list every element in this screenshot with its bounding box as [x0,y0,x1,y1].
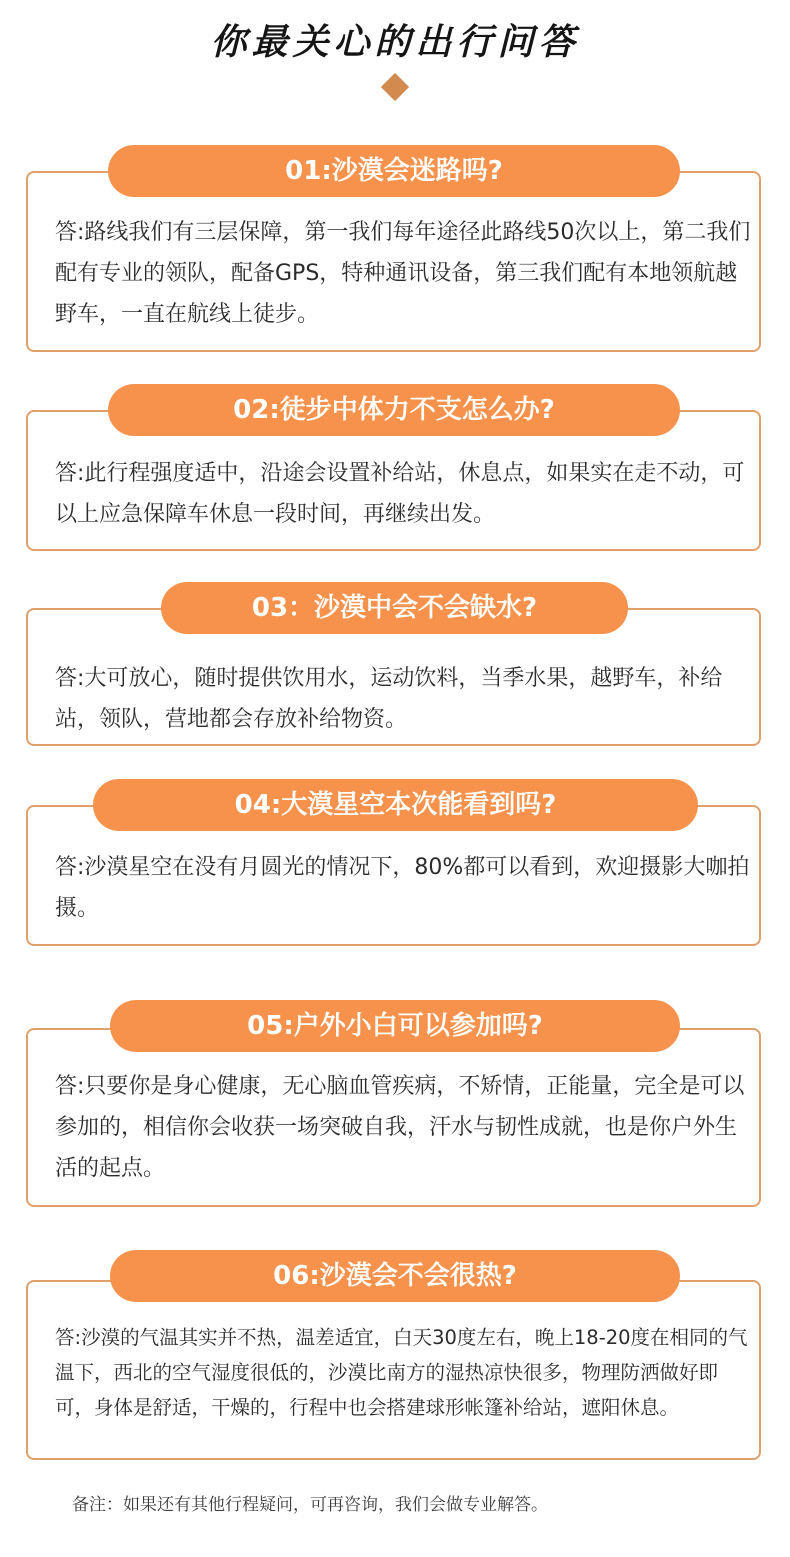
faq-question-1: 01:沙漠会迷路吗? [108,145,680,197]
faq-answer-5: 答:只要你是身心健康，无心脑血管疾病，不矫情，正能量，完全是可以参加的，相信你会收获一场突破自我，汗水与韧性成就，也是你户外生活的起点。 [55,1074,745,1181]
faq-answer-1: 答:路线我们有三层保障，第一我们每年途径此路线50次以上，第二我们配有专业的领队，配备GPS，特种通讯设备，第三我们配有本地领航越野车，一直在航线上徒步。 [55,220,751,327]
footer-note: 备注：如果还有其他行程疑问，可再咨询，我们会做专业解答。 [72,1495,548,1515]
page-title: 你最关心的出行问答 [210,22,580,63]
faq-question-5: 05:户外小白可以参加吗? [110,1000,680,1052]
faq-answer-2: 答:此行程强度适中，沿途会设置补给站，休息点，如果实在走不动，可以上应急保障车休息一段时间，再继续出发。 [55,461,745,527]
diamond-divider-icon [381,73,409,101]
faq-answer-4: 答:沙漠星空在没有月圆光的情况下，80%都可以看到，欢迎摄影大咖拍摄。 [55,855,750,921]
faq-question-6: 06:沙漠会不会很热? [110,1250,680,1302]
faq-answer-6: 答:沙漠的气温其实并不热，温差适宜，白天30度左右，晚上18-20度在相同的气温下，西北的空气湿度很低的，沙漠比南方的湿热凉快很多，物理防洒做好即可，身体是舒适，干燥的，行程中也会搭建球形帐篷补给站，遮阳休息。 [55,1326,748,1419]
faq-question-4: 04:大漠星空本次能看到吗? [93,779,698,831]
faq-question-2: 02:徒步中体力不支怎么办? [108,384,680,436]
faq-answer-3: 答:大可放心，随时提供饮用水，运动饮料，当季水果，越野车，补给站，领队，营地都会存放补给物资。 [55,666,723,732]
faq-question-3: 03：沙漠中会不会缺水? [161,582,628,634]
